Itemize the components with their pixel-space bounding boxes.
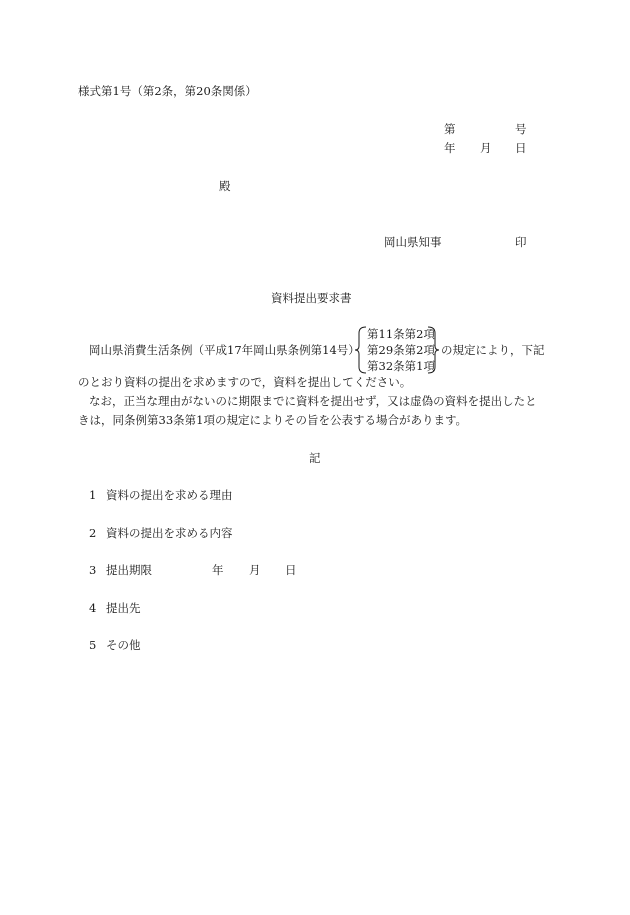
date-day: 日: [515, 141, 527, 155]
addressee-suffix: 殿: [219, 179, 231, 193]
doc-number-prefix: 第: [444, 122, 456, 136]
document-title: 資料提出要求書: [271, 291, 352, 305]
date-year: 年: [444, 141, 456, 155]
body-line-3: なお，正当な理由がないのに期限までに資料を提出せず，又は虚偽の資料を提出したと: [89, 394, 537, 408]
issuer-seal: 印: [515, 235, 527, 249]
item-3-label: 提出期限: [106, 563, 152, 577]
form-number: 様式第1号（第2条，第20条関係）: [78, 84, 257, 98]
item-1-label: 資料の提出を求める理由: [106, 488, 233, 502]
item-4-number: 4: [89, 601, 97, 615]
issuer-name: 岡山県知事: [384, 235, 442, 249]
item-5-label: その他: [106, 638, 141, 652]
item-4-label: 提出先: [106, 601, 141, 615]
item-3-number: 3: [89, 563, 97, 577]
article-3: 第32条第1項: [367, 359, 435, 373]
item-1-number: 1: [89, 488, 97, 502]
article-2: 第29条第2項: [367, 343, 435, 357]
body-line-4: きは，同条例第33条第1項の規定によりその旨を公表する場合があります。: [78, 413, 468, 427]
deadline-year: 年: [212, 563, 224, 577]
deadline-day: 日: [285, 563, 297, 577]
date-month: 月: [480, 141, 492, 155]
item-5-number: 5: [89, 638, 97, 652]
ki-marker: 記: [309, 451, 321, 465]
item-2-number: 2: [89, 526, 97, 540]
article-bracket: [354, 326, 440, 374]
item-2-label: 資料の提出を求める内容: [106, 526, 233, 540]
body-intro: 岡山県消費生活条例（平成17年岡山県条例第14号）: [89, 343, 360, 357]
body-line-2: のとおり資料の提出を求めますので，資料を提出してください。: [78, 375, 412, 389]
deadline-month: 月: [249, 563, 261, 577]
body-after-bracket: の規定により，下記: [441, 343, 545, 357]
doc-number-suffix: 号: [515, 122, 527, 136]
article-1: 第11条第2項: [367, 327, 435, 341]
